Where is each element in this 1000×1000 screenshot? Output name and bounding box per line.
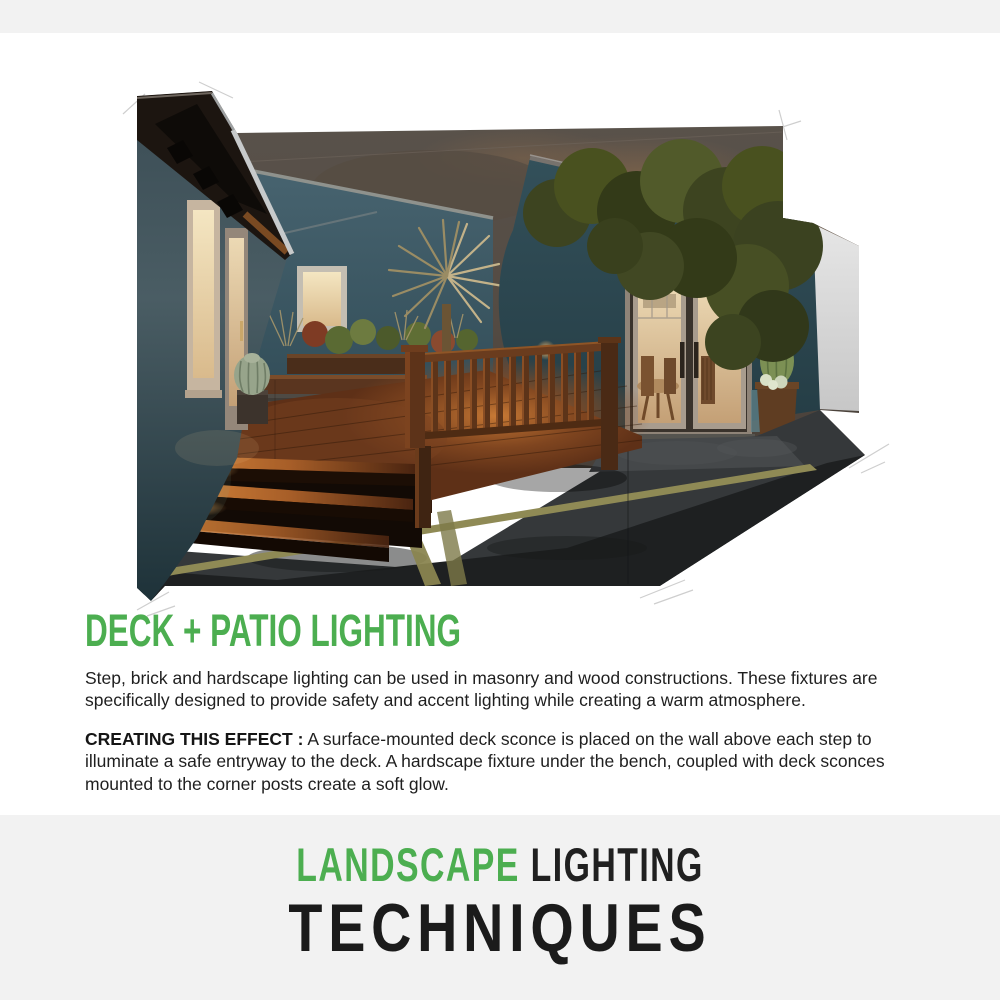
effect-paragraph: [85, 728, 935, 795]
top-margin-band: [0, 0, 1000, 33]
footer-title-block: [0, 815, 1000, 1000]
effect-label: CREATING THIS EFFECT :: [85, 728, 304, 749]
intro-paragraph: Step, brick and hardscape lighting can be used in masonry and wood constructions. These fixtures are specifically designed to provide safety and accent lighting while creating a warm atmosphere.: [85, 668, 878, 711]
series-title-accent: LANDSCAPE: [296, 838, 520, 891]
hero-section: [0, 33, 1000, 593]
series-title-line2: TECHNIQUES: [288, 890, 712, 966]
article-section: [85, 605, 935, 811]
right-post: [601, 342, 618, 470]
lit-window: [297, 266, 347, 332]
effect-text: A surface-mounted deck sconce is placed on the wall above each step to illuminate a safe entryway to the deck. A hardscape fixture under the bench, coupled with deck sconces mounted to the corner posts create a soft glow.: [85, 728, 885, 794]
page-title: DECK + PATIO LIGHTING: [85, 605, 461, 656]
deck-patio-night-render: [137, 83, 872, 608]
series-title-rest: LIGHTING: [519, 838, 704, 891]
series-title: [0, 838, 1000, 891]
deck-cactus-pot: [234, 353, 270, 424]
door-handle: [240, 321, 243, 341]
